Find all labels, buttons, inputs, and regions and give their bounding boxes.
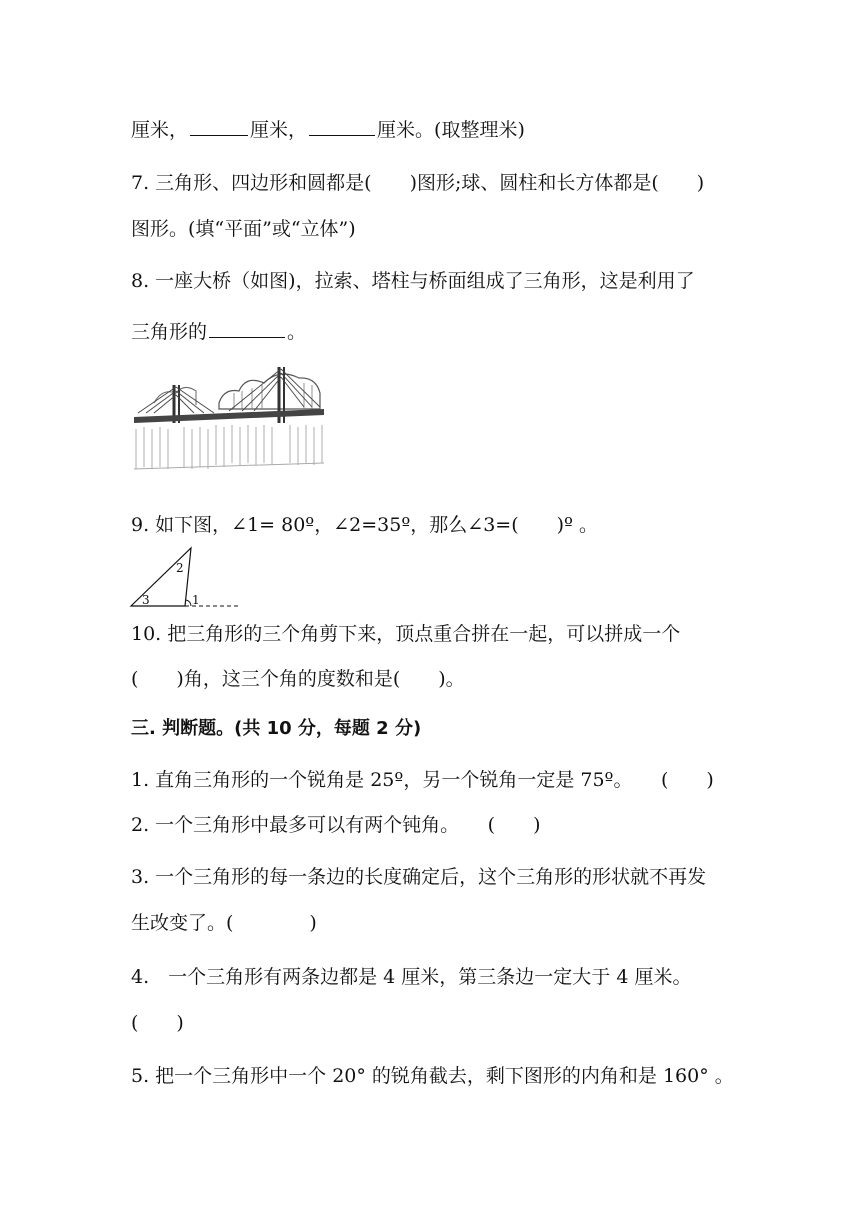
angle-1-label: 1 (192, 593, 200, 607)
angle-2-label: 2 (176, 561, 184, 575)
judge-item-1: 1. 直角三角形的一个锐角是 25º，另一个锐角一定是 75º。 ( ) (131, 769, 714, 791)
judge-item-5: 5. 把一个三角形中一个 20° 的锐角截去，剩下图形的内角和是 160° 。 (131, 1065, 734, 1087)
judge-item-2: 2. 一个三角形中最多可以有两个钝角。 ( ) (131, 814, 541, 836)
text-segment: 三角形的 (131, 321, 208, 343)
text-segment: 厘米， (250, 119, 308, 141)
q9-line: 9. 如下图，∠1= 80º，∠2=35º，那么∠3=( )º 。 (131, 514, 599, 536)
text-segment: 厘米。(取整理米) (377, 119, 525, 141)
q7-line-2: 图形。(填“平面”或“立体”) (131, 218, 356, 240)
q10-line-2: ( )角，这三个角的度数和是( )。 (131, 668, 465, 690)
q7-line-1: 7. 三角形、四边形和圆都是( )图形;球、圆柱和长方体都是( ) (131, 172, 705, 194)
angle-3-label: 3 (142, 593, 150, 607)
section-3-heading: 三. 判断题。(共 10 分，每题 2 分) (131, 718, 422, 739)
text-segment: 厘米， (131, 119, 189, 141)
answer-blank[interactable] (209, 317, 285, 338)
answer-blank[interactable] (309, 115, 375, 136)
triangle-figure (128, 545, 243, 609)
judge-item-4-line-1: 4. 一个三角形有两条边都是 4 厘米，第三条边一定大于 4 厘米。 (131, 966, 692, 988)
q10-line-1: 10. 把三角形的三个角剪下来，顶点重合拼在一起，可以拼成一个 (131, 623, 681, 645)
judge-item-3-line-1: 3. 一个三角形的每一条边的长度确定后，这个三角形的形状就不再发 (131, 866, 707, 888)
q6-continuation-line (131, 115, 525, 143)
judge-item-3-line-2: 生改变了。( ) (131, 912, 317, 934)
q8-line-2 (131, 317, 306, 345)
judge-item-4-line-2: ( ) (131, 1012, 184, 1034)
answer-blank[interactable] (190, 115, 248, 136)
triangle-shape (131, 548, 191, 606)
bridge-image (134, 363, 324, 473)
angle-arc (186, 600, 191, 606)
q8-line-1: 8. 一座大桥（如图)，拉索、塔柱与桥面组成了三角形，这是利用了 (131, 270, 695, 292)
text-segment: 。 (287, 321, 307, 343)
